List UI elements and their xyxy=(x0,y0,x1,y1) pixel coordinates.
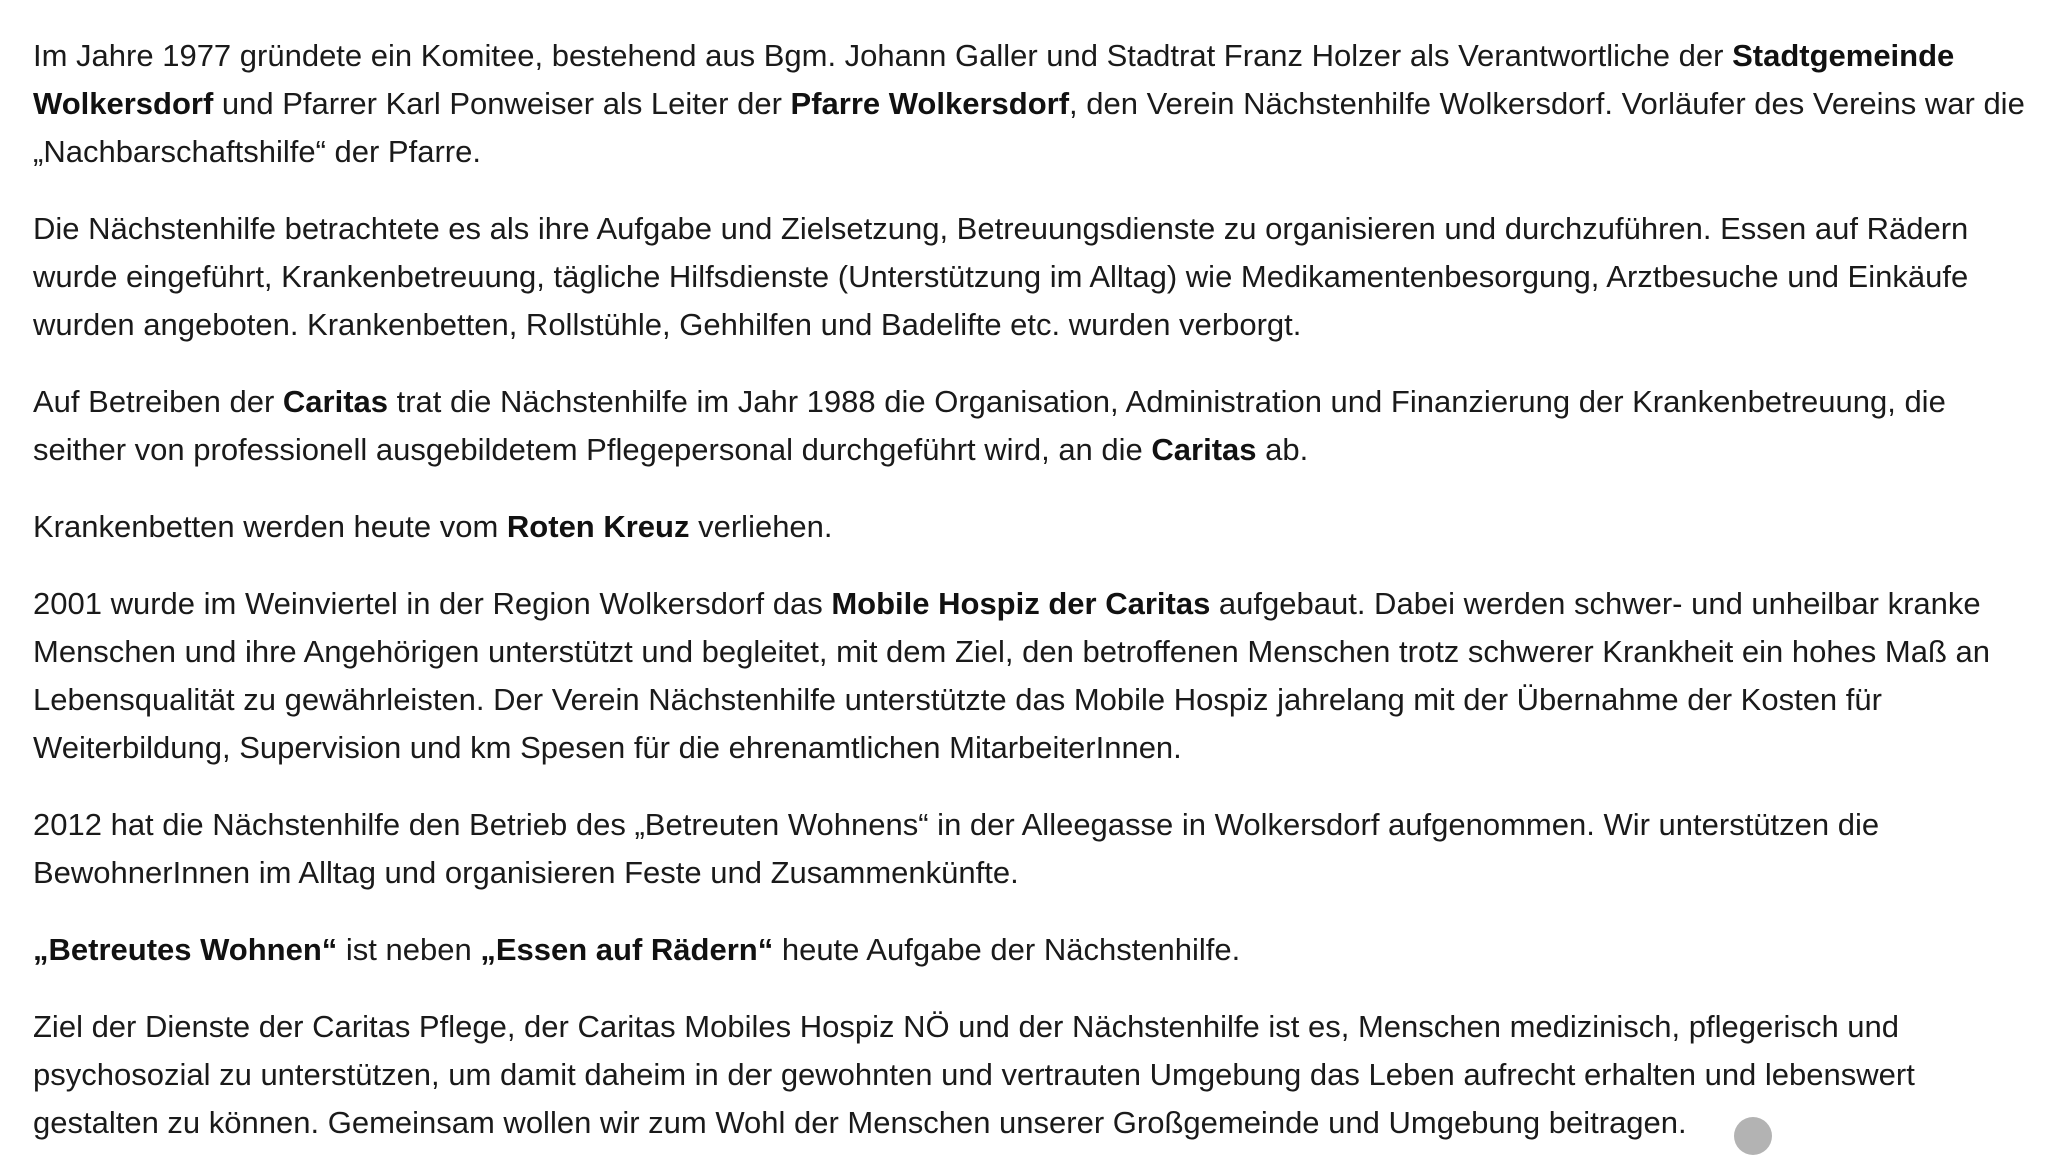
scroll-indicator[interactable] xyxy=(1734,1117,1772,1155)
paragraph-aufgaben xyxy=(33,926,2043,974)
paragraph-rotes-kreuz xyxy=(33,503,2043,551)
text-run: Krankenbetten werden heute vom xyxy=(33,509,507,544)
text-run: Die Nächstenhilfe betrachtete es als ihre Aufgabe und Zielsetzung, Betreuungsdienste zu organisieren und durchzuführen. Essen auf Rädern wurde eingeführt, Krankenbetreuung, tägliche Hilfsdienste (Unterstützung im Alltag) wie Medikamentenbesorgung, Arztbesuche und Einkäufe wurden angeboten. Krankenbetten, Rollstühle, Gehhilfen und Badelifte etc. wurden verborgt. xyxy=(33,211,1969,342)
paragraph-founding xyxy=(33,32,2043,176)
text-run: und Pfarrer Karl Ponweiser als Leiter der xyxy=(213,86,791,121)
text-run: Ziel der Dienste der Caritas Pflege, der Caritas Mobiles Hospiz NÖ und der Nächstenhilfe ist es, Menschen medizinisch, pflegerisch und psychosozial zu unterstützen, um damit daheim in der gewohnten und vertrauten Umgebung das Leben aufrecht erhalten und lebenswert gestalten zu können. Gemeinsam wollen wir zum Wohl der Menschen unserer Großgemeinde und Umgebung beitragen. xyxy=(33,1009,1915,1140)
bold-caritas: Caritas xyxy=(282,384,388,419)
bold-essen-auf-raedern: „Essen auf Rädern“ xyxy=(480,932,774,967)
bold-stadtgemeinde: Stadtgemeinde Wolkersdorf xyxy=(33,38,1955,121)
bold-roten-kreuz: Roten Kreuz xyxy=(506,509,690,544)
text-run: verliehen. xyxy=(689,509,833,544)
text-run: Auf Betreiben der xyxy=(33,384,283,419)
text-run: ab. xyxy=(1256,432,1309,467)
text-run: aufgebaut. Dabei werden schwer- und unheilbar kranke Menschen und ihre Angehörigen unterstützt und begleitet, mit dem Ziel, den betroffenen Menschen trotz schwerer Krankheit ein hohes Maß an Lebensqualität zu gewährleisten. Der Verein Nächstenhilfe unterstützte das Mobile Hospiz jahrelang mit der Übernahme der Kosten für Weiterbildung, Supervision und km Spesen für die ehrenamtlichen MitarbeiterInnen. xyxy=(33,586,1991,765)
text-run: trat die Nächstenhilfe im Jahr 1988 die Organisation, Administration und Finanzierung der Krankenbetreuung, die seither von professionell ausgebildetem Pflegepersonal durchgeführt wird, an die xyxy=(33,384,1946,467)
text-run: heute Aufgabe der Nächstenhilfe. xyxy=(773,932,1241,967)
text-run: 2012 hat die Nächstenhilfe den Betrieb des „Betreuten Wohnens“ in der Alleegasse in Wolkersdorf aufgenommen. Wir unterstützen die BewohnerInnen im Alltag und organisieren Feste und Zusammenkünfte. xyxy=(33,807,1880,890)
paragraph-caritas xyxy=(33,378,2043,474)
bold-caritas: Caritas xyxy=(1151,432,1257,467)
text-run: Im Jahre 1977 gründete ein Komitee, bestehend aus Bgm. Johann Galler und Stadtrat Franz Holzer als Verantwortliche der xyxy=(33,38,1733,73)
text-run: , den Verein Nächstenhilfe Wolkersdorf. Vorläufer des Vereins war die „Nachbarschaftshilfe“ der Pfarre. xyxy=(33,86,2025,169)
bold-betreutes-wohnen: „Betreutes Wohnen“ xyxy=(33,932,338,967)
bold-pfarre: Pfarre Wolkersdorf xyxy=(790,86,1070,121)
paragraph-services xyxy=(33,205,2043,349)
paragraph-hospiz xyxy=(33,580,2043,772)
bold-mobile-hospiz: Mobile Hospiz der Caritas xyxy=(831,586,1211,621)
text-run: ist neben xyxy=(337,932,481,967)
text-run: 2001 wurde im Weinviertel in der Region Wolkersdorf das xyxy=(33,586,832,621)
paragraph-betreutes-wohnen xyxy=(33,801,2043,897)
article-body xyxy=(33,32,2043,1176)
